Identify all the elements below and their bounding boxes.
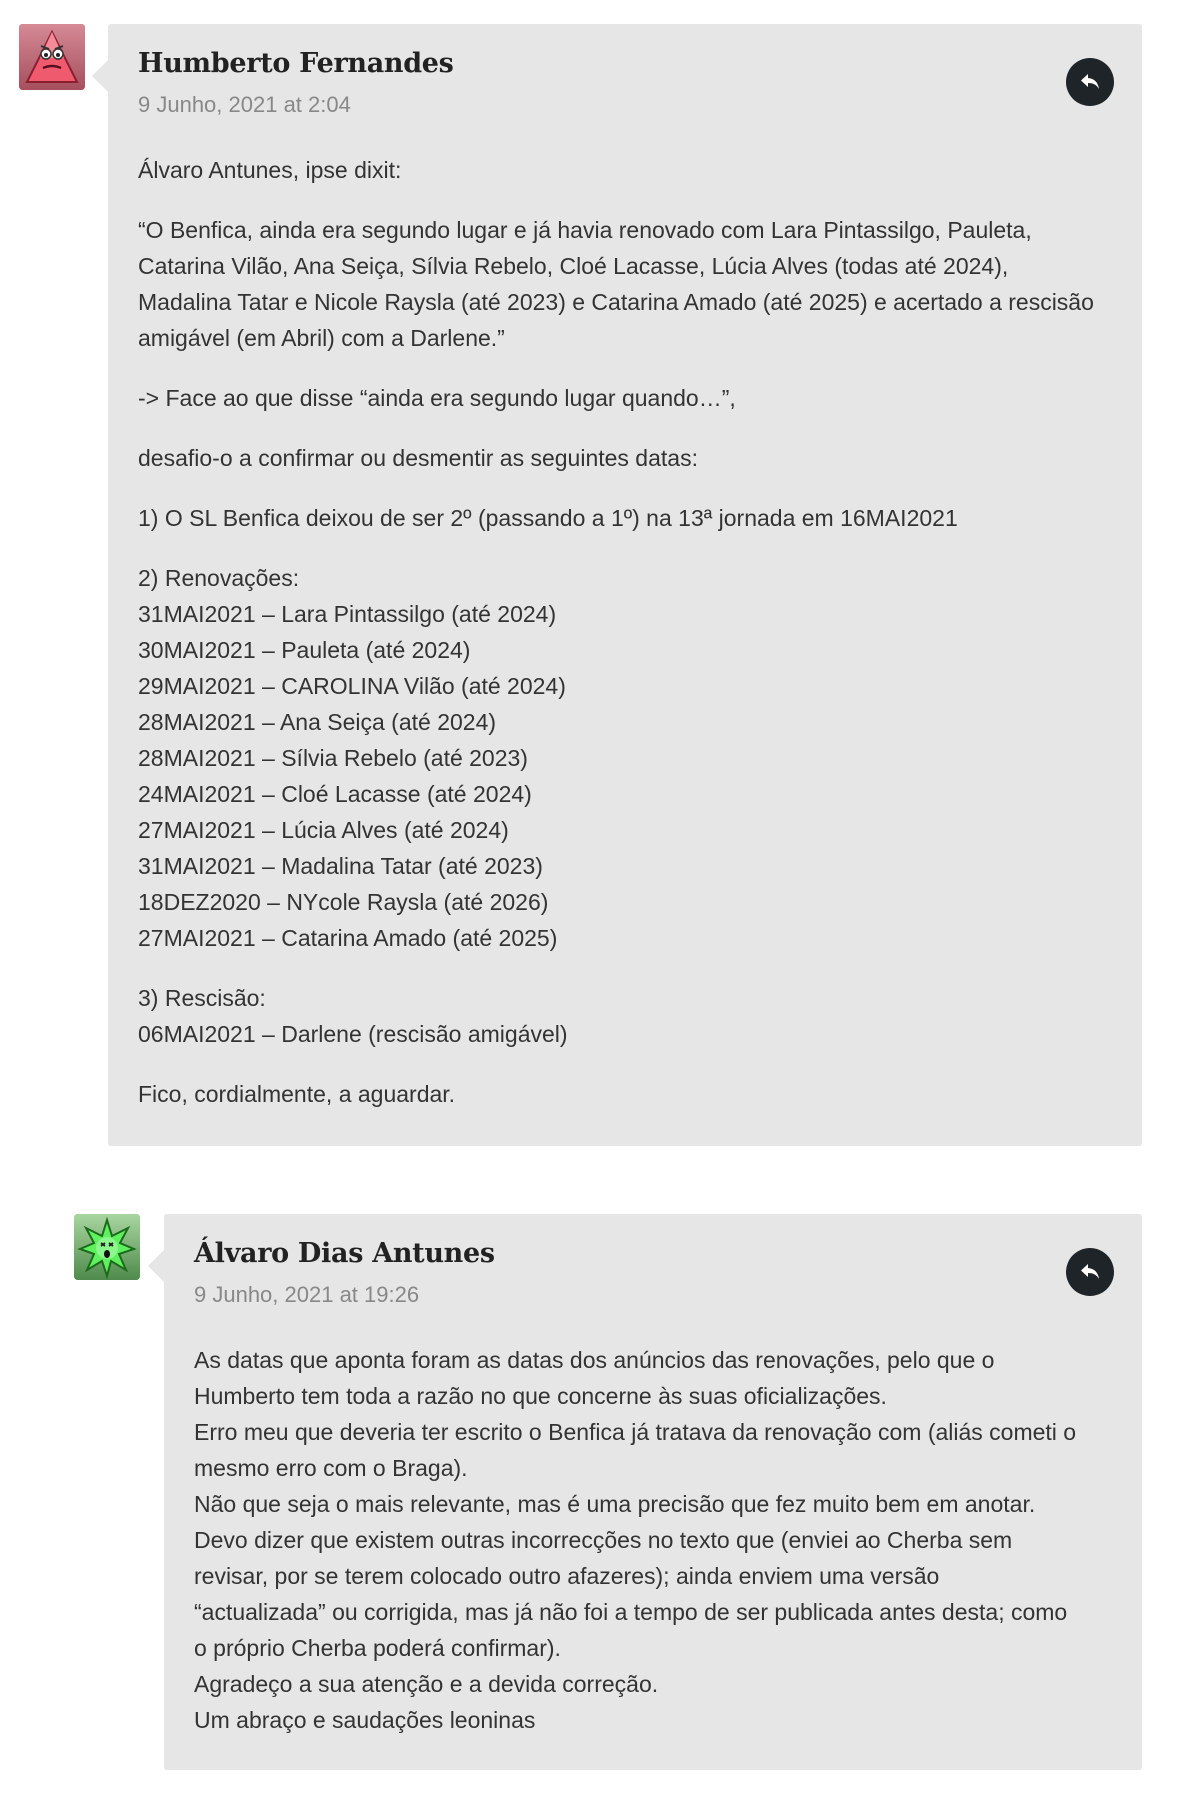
comment-author[interactable]: Humberto Fernandes [138, 48, 454, 79]
point2-title: 2) Renovações: [138, 565, 300, 591]
comment-date[interactable]: 9 Junho, 2021 at 19:26 [194, 1282, 420, 1307]
comment-line: Devo dizer que existem outras incorrecções no texto que (enviei ao Cherba sem [194, 1527, 1013, 1553]
comment-line: “actualizada” ou corrigida, mas já não foi a tempo de ser publicada antes desta; como [194, 1599, 1068, 1625]
comment-face: -> Face ao que disse “ainda era segundo lugar quando…”, [138, 385, 736, 411]
comment-closing: Fico, cordialmente, a aguardar. [138, 1081, 456, 1107]
reply-button[interactable] [1066, 58, 1114, 106]
renewal-line: 27MAI2021 – Lúcia Alves (até 2024) [138, 817, 509, 843]
comment-quote: “O Benfica, ainda era segundo lugar e já havia renovado com Lara Pintassilgo, Pauleta, Catarina Vilão, Ana Seiça, Sílvia Rebelo, Cloé Lacasse, Lúcia Alves (todas até 2024), Madalina Tatar e Nicole Raysla (até 2023) e Catarina Amado (até 2025) e acertado a rescisão amigável (em Abril) com a Darlene.” [138, 217, 1094, 351]
renewal-line: 28MAI2021 – Sílvia Rebelo (até 2023) [138, 745, 528, 771]
comment-line: Humberto tem toda a razão no que concerne às suas oficializações. [194, 1383, 887, 1409]
rescission-line: 06MAI2021 – Darlene (rescisão amigável) [138, 1021, 568, 1047]
reply-arrow-icon [1078, 70, 1102, 94]
comment-body [194, 1342, 1124, 1738]
renewal-line: 29MAI2021 – CAROLINA Vilão (até 2024) [138, 673, 566, 699]
comment-line: Um abraço e saudações leoninas [194, 1707, 536, 1733]
renewal-line: 30MAI2021 – Pauleta (até 2024) [138, 637, 471, 663]
comment-intro: Álvaro Antunes, ipse dixit: [138, 157, 402, 183]
comment-date[interactable]: 9 Junho, 2021 at 2:04 [138, 92, 351, 117]
comment-line: As datas que aponta foram as datas dos anúncios das renovações, pelo que o [194, 1347, 995, 1373]
renewal-line: 31MAI2021 – Lara Pintassilgo (até 2024) [138, 601, 557, 627]
point3-title: 3) Rescisão: [138, 985, 266, 1011]
comment-challenge: desafio-o a confirmar ou desmentir as seguintes datas: [138, 445, 698, 471]
comment-line: revisar, por se terem colocado outro afazeres); ainda enviem uma versão [194, 1563, 940, 1589]
renewals-block [138, 560, 1118, 956]
pink-triangle-monster-icon [19, 24, 85, 90]
comment-author[interactable]: Álvaro Dias Antunes [194, 1238, 495, 1269]
renewal-line: 28MAI2021 – Ana Seiça (até 2024) [138, 709, 497, 735]
renewal-line: 31MAI2021 – Madalina Tatar (até 2023) [138, 853, 543, 879]
comment-line: Erro meu que deveria ter escrito o Benfica já tratava da renovação com (aliás cometi o [194, 1419, 1077, 1445]
renewal-line: 27MAI2021 – Catarina Amado (até 2025) [138, 925, 558, 951]
avatar[interactable] [74, 1214, 140, 1280]
reply-arrow-icon [1078, 1260, 1102, 1284]
comment-line: Não que seja o mais relevante, mas é uma precisão que fez muito bem em anotar. [194, 1491, 1036, 1517]
renewal-line: 18DEZ2020 – NYcole Raysla (até 2026) [138, 889, 549, 915]
comment-bubble [108, 24, 1142, 1146]
comment-point1: 1) O SL Benfica deixou de ser 2º (passando a 1º) na 13ª jornada em 16MAI2021 [138, 505, 958, 531]
comment-alvaro [0, 1190, 1203, 1790]
comment-line: mesmo erro com o Braga). [194, 1455, 468, 1481]
avatar[interactable] [19, 24, 85, 90]
rescission-block [138, 980, 1118, 1052]
reply-button[interactable] [1066, 1248, 1114, 1296]
comment-line: o próprio Cherba poderá confirmar). [194, 1635, 561, 1661]
comment-body [138, 152, 1118, 1136]
renewal-line: 24MAI2021 – Cloé Lacasse (até 2024) [138, 781, 532, 807]
comment-bubble [164, 1214, 1142, 1770]
comment-line: Agradeço a sua atenção e a devida correção. [194, 1671, 659, 1697]
green-star-monster-icon [74, 1214, 140, 1280]
